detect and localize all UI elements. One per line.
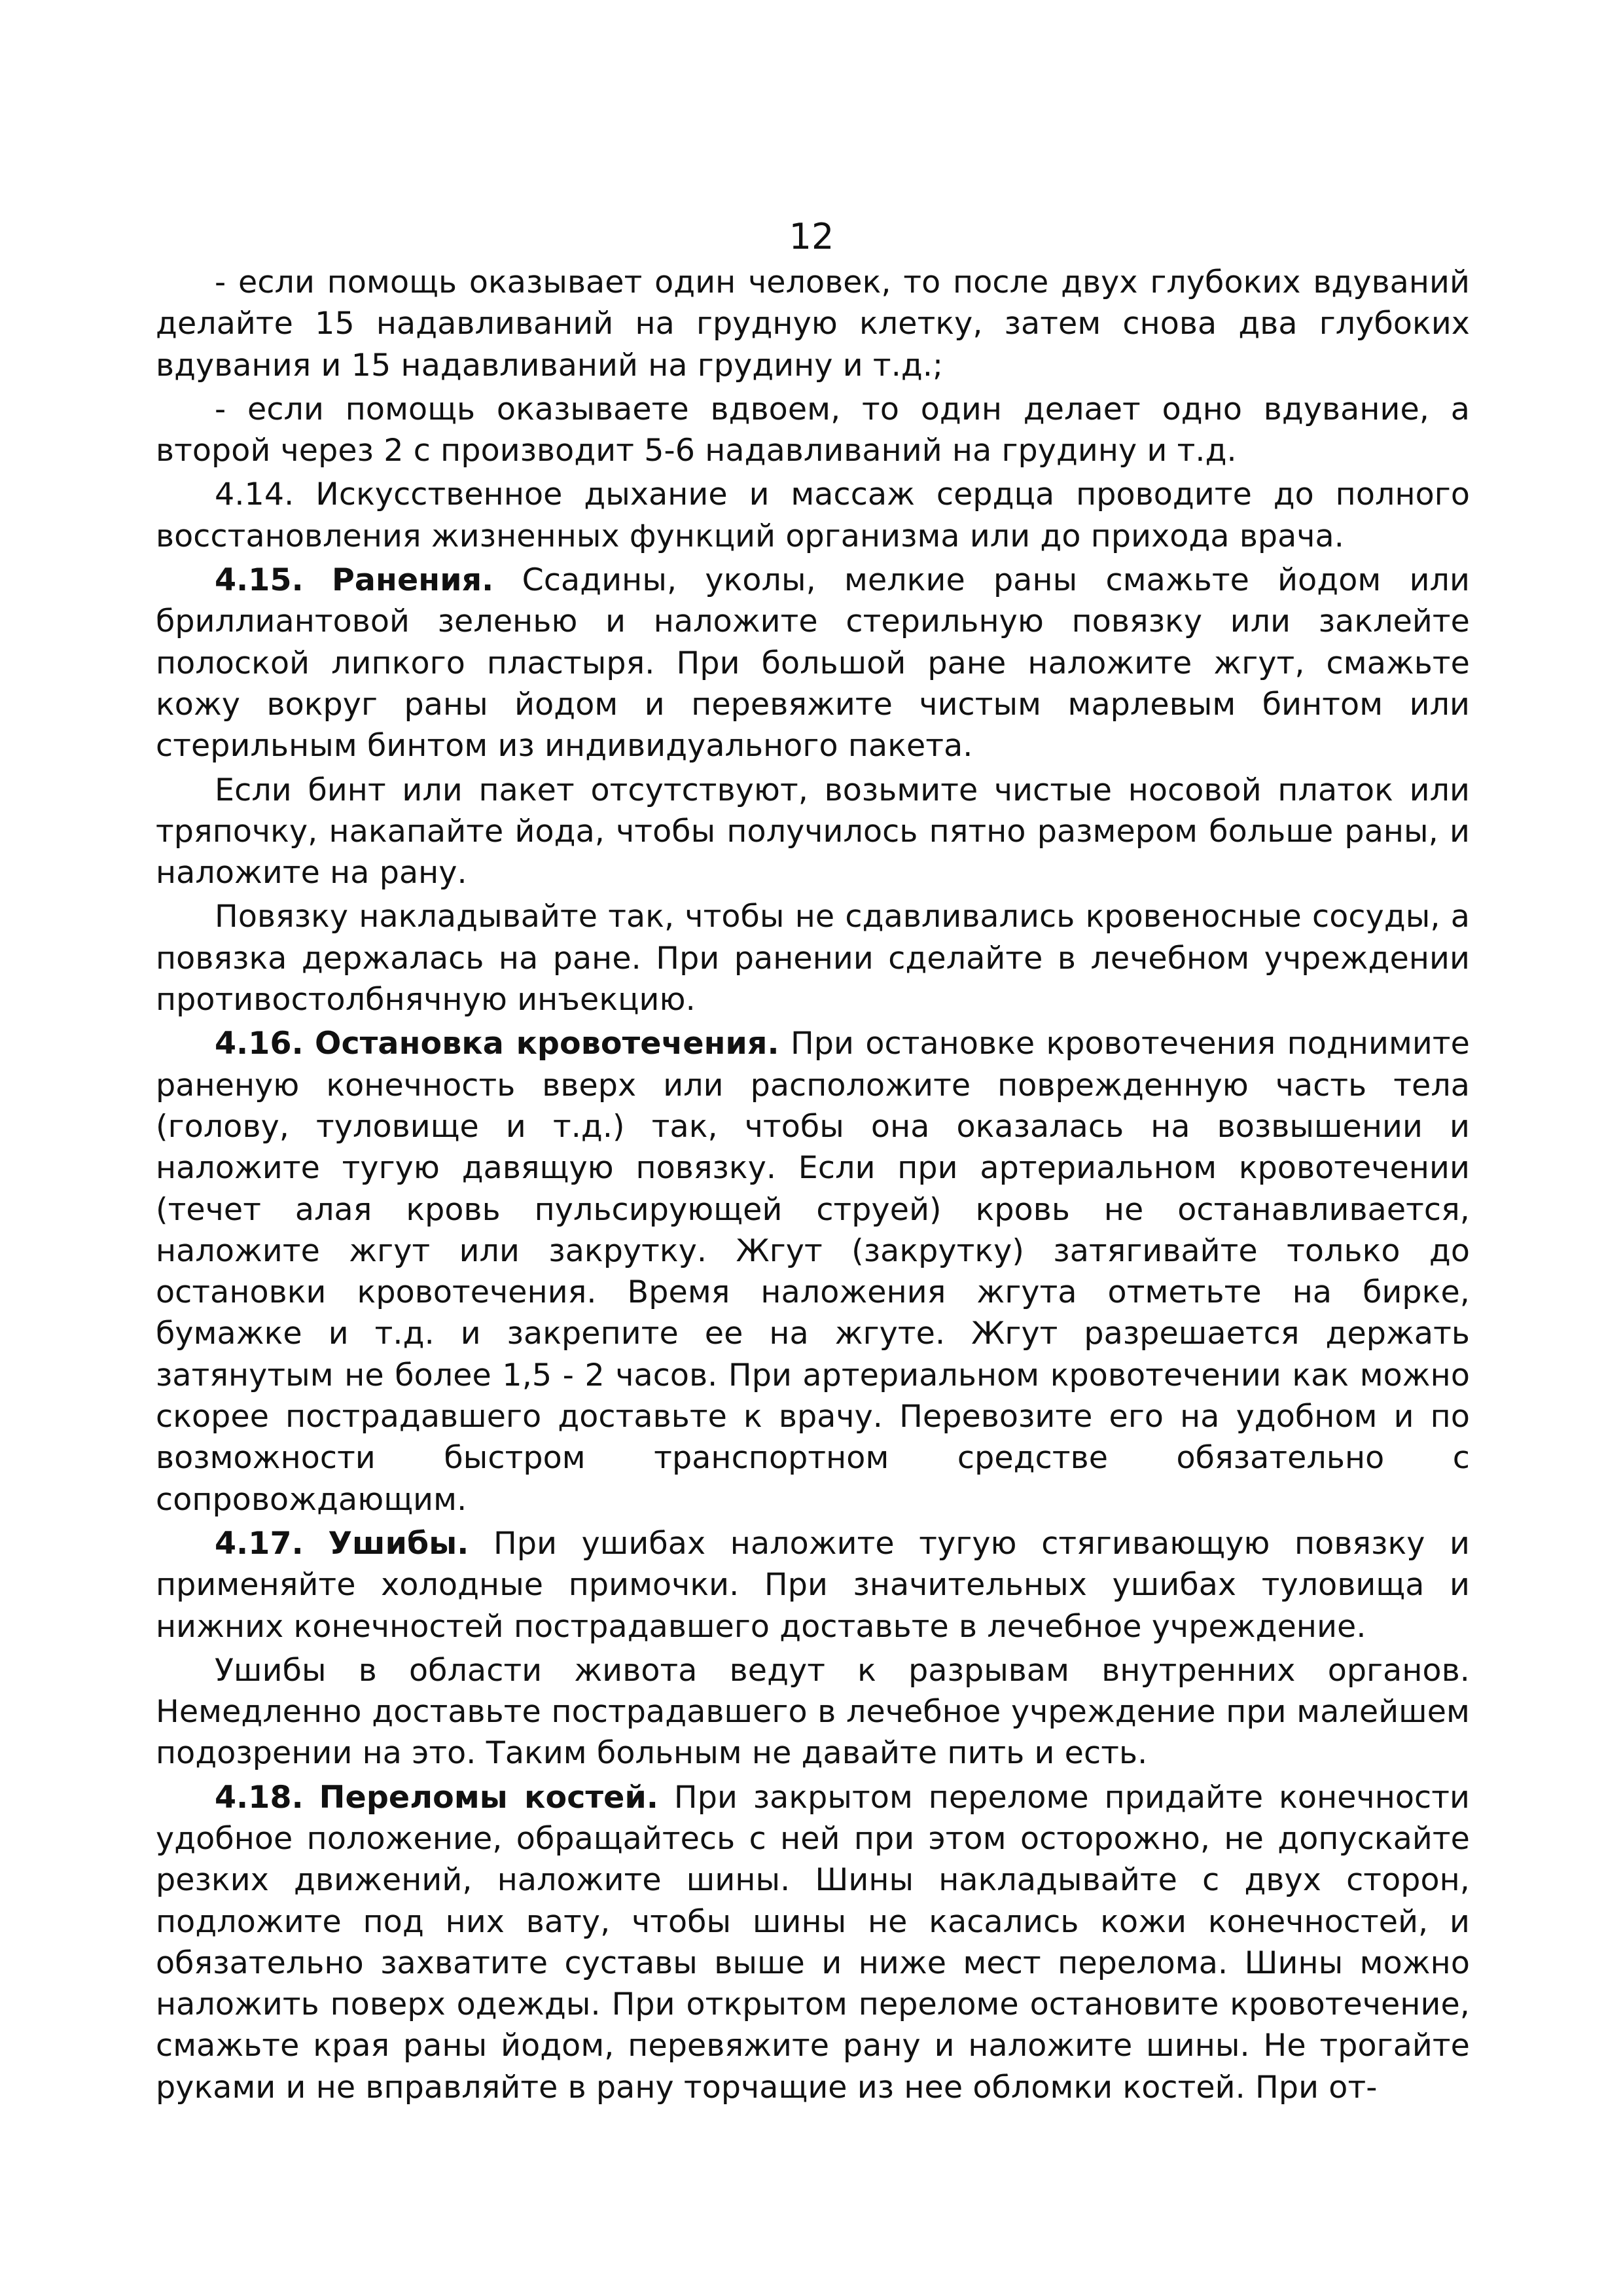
section-number: 4.16.	[215, 1026, 304, 1062]
paragraph-text: При ушибах наложите тугую стягивающую повязку и применяйте холодные примочки. При значительных ушибах туловища и нижних конечностей пострадавшего доставьте в лечебное учреждение.	[156, 1525, 1470, 1645]
section-number: 4.18.	[215, 1779, 304, 1816]
section-number: 4.14.	[215, 476, 294, 513]
section-4-16	[156, 1023, 1470, 1520]
paragraph-text: Ссадины, уколы, мелкие раны смажьте йодом или бриллиантовой зеленью и наложите стерильную повязку или заклейте полоской липкого пластыря. При большой ране наложите жгут, смажьте кожу вокруг раны йодом и перевяжите чистым марлевым бинтом или стерильным бинтом из индивидуального пакета.	[156, 562, 1470, 764]
section-heading: Остановка кровотечения.	[315, 1026, 779, 1062]
paragraph-bandage-application	[156, 896, 1470, 1020]
section-4-15	[156, 560, 1470, 766]
paragraph-abdominal-bruises	[156, 1650, 1470, 1774]
paragraph-text: Искусственное дыхание и массаж сердца проводите до полного восстановления жизненных функций организма или до прихода врача.	[156, 476, 1470, 554]
section-4-17	[156, 1523, 1470, 1647]
paragraph-text: При остановке кровотечения поднимите раненую конечность вверх или расположите поврежденную часть тела (голову, туловище и т.д.) так, чтобы она оказалась на возвышении и наложите тугую давящую повязку. Если при артериальном кровотечении (течет алая кровь пульсирующей струей) кровь не останавливается, наложите жгут или закрутку. Жгут (закрутку) затягивайте только до остановки кровотечения. Время наложения жгута отметьте на бирке, бумажке и т.д. и закрепите ее на жгуте. Жгут разрешается держать затянутым не более 1,5 - 2 часов. При артериальном кровотечении как можно скорее пострадавшего доставьте к врачу. Перевозите его на удобном и по возможности быстром транспортном средстве обязательно с сопровождающим.	[156, 1026, 1470, 1518]
paragraph-text: - если помощь оказывает один человек, то после двух глубоких вдуваний делайте 15 надавливаний на грудную клетку, затем снова два глубоких вдувания и 15 надавливаний на грудину и т.д.;	[156, 264, 1470, 384]
body-text	[156, 262, 1470, 2111]
paragraph-text: Ушибы в области живота ведут к разрывам внутренних органов. Немедленно доставьте пострадавшего в лечебное учреждение при малейшем подозрении на это. Таким больным не давайте пить и есть.	[156, 1652, 1470, 1772]
page-number: 12	[789, 216, 834, 257]
section-4-14	[156, 474, 1470, 557]
section-heading: Переломы костей.	[319, 1779, 658, 1816]
section-heading: Ушибы.	[328, 1525, 469, 1562]
section-number: 4.15.	[215, 562, 304, 599]
paragraph-no-bandage	[156, 770, 1470, 894]
section-4-18	[156, 1777, 1470, 2108]
paragraph-text: Повязку накладывайте так, чтобы не сдавливались кровеносные сосуды, а повязка держалась на ране. При ранении сделайте в лечебном учреждении противостолбнячную инъекцию.	[156, 899, 1470, 1018]
paragraph-text: - если помощь оказываете вдвоем, то один делает одно вдувание, а второй через 2 с производит 5-6 надавливаний на грудину и т.д.	[156, 391, 1470, 469]
section-number: 4.17.	[215, 1525, 304, 1562]
paragraph-single-rescuer	[156, 262, 1470, 386]
section-heading: Ранения.	[331, 562, 494, 599]
paragraph-text: Если бинт или пакет отсутствуют, возьмите чистые носовой платок или тряпочку, накапайте йода, чтобы получилось пятно размером больше раны, и наложите на рану.	[156, 772, 1470, 891]
paragraph-text: При закрытом переломе придайте конечности удобное положение, обращайтесь с ней при этом осторожно, не допускайте резких движений, наложите шины. Шины накладывайте с двух сторон, подложите под них вату, чтобы шины не касались кожи конечностей, и обязательно захватите суставы выше и ниже мест перелома. Шины можно наложить поверх одежды. При открытом переломе остановите кровотечение, смажьте края раны йодом, перевяжите рану и наложите шины. Не трогайте руками и не вправляйте в рану торчащие из нее обломки костей. При от-	[156, 1779, 1470, 2106]
paragraph-two-rescuers	[156, 389, 1470, 472]
